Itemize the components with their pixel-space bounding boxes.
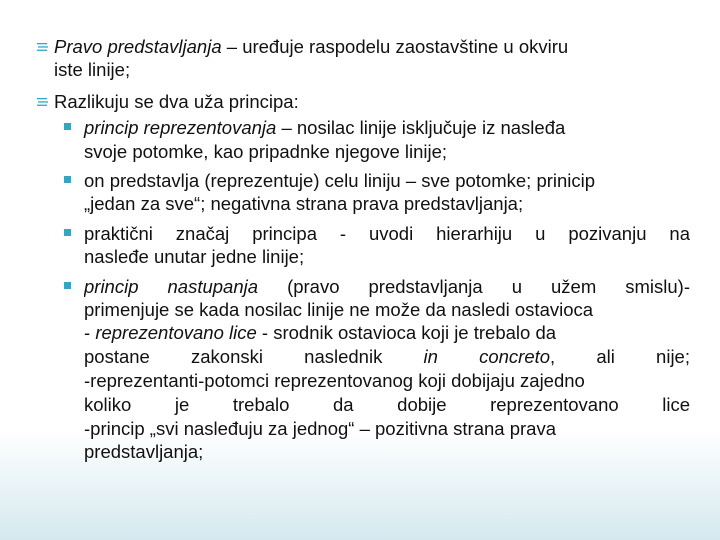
sub-d-line-7: -princip „svi nasleđuju za jednog“ – pozitivna strana prava — [84, 418, 557, 439]
square-bullet-icon — [64, 282, 71, 289]
sub-d-line-6 — [84, 393, 690, 416]
sub-d-line-2: primenjuje se kada nosilac linije ne može da nasledi ostavioca — [84, 299, 594, 320]
chevron-bullet-icon — [36, 97, 49, 107]
item-1-text: – uređuje raspodelu zaostavštine u okviru — [221, 36, 569, 57]
sub-b-line-2: „jedan za sve“; negativna strana prava predstavljanja; — [84, 193, 524, 214]
sub-d-text: (pravo predstavljanja u užem smislu)- — [258, 276, 690, 297]
sub-d-line-3 — [84, 321, 556, 344]
sub-d-line-4-content — [84, 346, 690, 367]
sub-d-line-4-post: , ali nije; — [550, 346, 690, 367]
item-1-line-1 — [54, 35, 568, 58]
sub-c-text: praktični značaj principa - uvodi hierarhiju u pozivanju na — [84, 223, 690, 244]
term-princip-reprezentovanja: princip reprezentovanja — [84, 117, 277, 138]
sub-c-line-1 — [84, 222, 690, 245]
sub-d-line-1-content — [84, 276, 690, 297]
sub-d-line-8: predstavljanja; — [84, 441, 204, 462]
sub-d-line-3-pre: - — [84, 322, 96, 343]
sub-a-text: – nosilac linije isključuje iz nasleđa — [276, 117, 566, 138]
sub-a-line-1 — [84, 116, 565, 139]
sub-d-line-4 — [84, 345, 690, 368]
sub-b-line-1: on predstavlja (reprezentuje) celu liniju – sve potomke; prinicip — [84, 170, 596, 191]
term-princip-nastupanja: princip nastupanja — [84, 276, 259, 297]
item-2-line: Razlikuju se dva uža principa: — [54, 91, 299, 112]
term-in-concreto: in concreto — [423, 346, 551, 367]
term-reprezentovano-lice: reprezentovano lice — [95, 322, 257, 343]
sub-d-line-4-pre: postane zakonski naslednik — [84, 346, 424, 367]
chevron-bullet-icon — [36, 42, 49, 52]
term-pravo-predstavljanja: Pravo predstavljanja — [54, 36, 222, 57]
sub-a-line-2: svoje potomke, kao pripadnke njegove linije; — [84, 141, 448, 162]
square-bullet-icon — [64, 229, 71, 236]
item-1-line-2: iste linije; — [54, 59, 131, 80]
sub-d-line-6-text: koliko je trebalo da dobije reprezentovano lice — [84, 394, 690, 415]
sub-d-line-3-post: - srodnik ostavioca koji je trebalo da — [256, 322, 557, 343]
sub-d-line-1 — [84, 275, 690, 298]
square-bullet-icon — [64, 123, 71, 130]
sub-c-line-2: nasleđe unutar jedne linije; — [84, 246, 305, 267]
square-bullet-icon — [64, 176, 71, 183]
sub-d-line-5: -reprezentanti-potomci reprezentovanog koji dobijaju zajedno — [84, 370, 585, 391]
